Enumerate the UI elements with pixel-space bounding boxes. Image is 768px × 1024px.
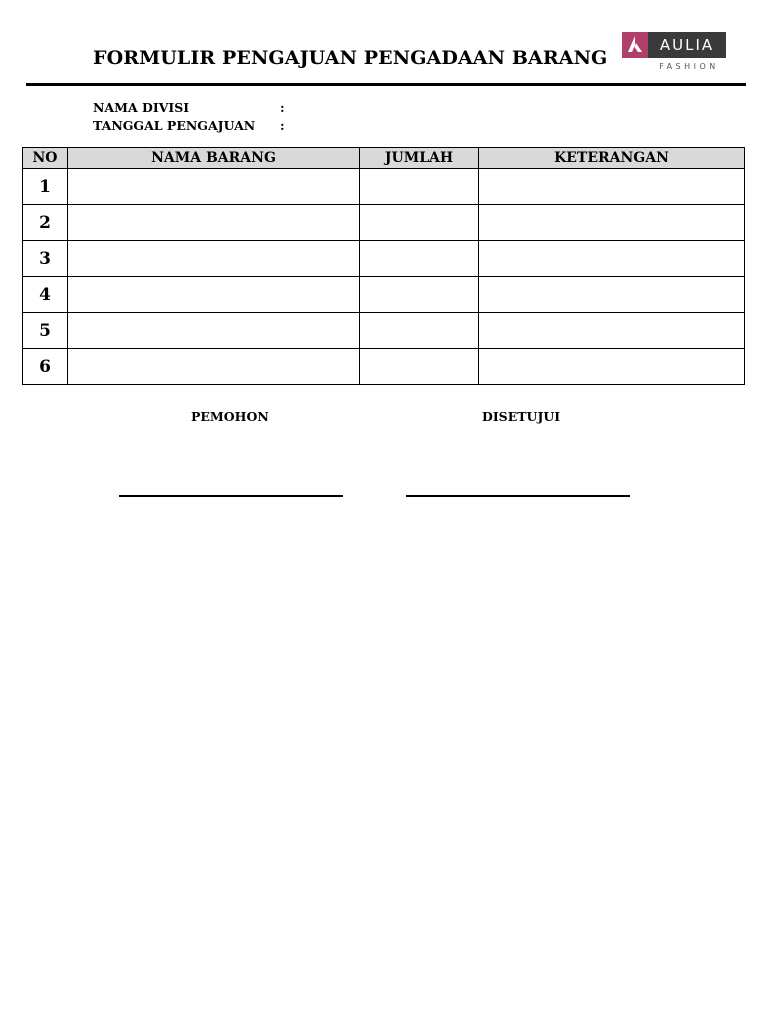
jumlah-cell[interactable]: [360, 313, 479, 349]
row-number: 3: [23, 241, 68, 277]
keterangan-cell[interactable]: [479, 349, 745, 385]
row-number: 2: [23, 205, 68, 241]
row-number: 5: [23, 313, 68, 349]
jumlah-cell[interactable]: [360, 349, 479, 385]
division-separator: :: [280, 100, 285, 115]
table-row: [23, 313, 745, 349]
nama-barang-cell[interactable]: [68, 313, 360, 349]
logo-brand: AULIA: [659, 36, 715, 54]
keterangan-cell[interactable]: [479, 205, 745, 241]
jumlah-cell[interactable]: [360, 241, 479, 277]
header-no: NO: [23, 148, 68, 169]
approver-label: DISETUJUI: [482, 409, 561, 424]
keterangan-cell[interactable]: [479, 241, 745, 277]
date-row: [93, 118, 285, 133]
division-label: NAMA DIVISI: [93, 100, 190, 115]
keterangan-cell[interactable]: [479, 277, 745, 313]
form-title: FORMULIR PENGAJUAN PENGADAAN BARANG: [93, 47, 608, 69]
logo-wordmark-box: [648, 32, 726, 58]
keterangan-cell[interactable]: [479, 169, 745, 205]
keterangan-cell[interactable]: [479, 313, 745, 349]
applicant-label: PEMOHON: [191, 409, 269, 424]
date-separator: :: [280, 118, 285, 133]
nama-barang-cell[interactable]: [68, 277, 360, 313]
table-row: [23, 349, 745, 385]
header-divider: [26, 83, 746, 86]
items-table: [22, 147, 745, 385]
row-number: 1: [23, 169, 68, 205]
aulia-logo-icon: [622, 32, 648, 58]
division-row: [93, 100, 285, 115]
aulia-logo: [622, 32, 726, 74]
jumlah-cell[interactable]: [360, 277, 479, 313]
date-label: TANGGAL PENGAJUAN: [93, 118, 256, 133]
nama-barang-cell[interactable]: [68, 205, 360, 241]
header-keterangan: KETERANGAN: [479, 148, 745, 169]
nama-barang-cell[interactable]: [68, 241, 360, 277]
table-row: [23, 241, 745, 277]
header-nama-barang: NAMA BARANG: [68, 148, 360, 169]
jumlah-cell[interactable]: [360, 169, 479, 205]
table-row: [23, 277, 745, 313]
approver-signature-line: [406, 495, 630, 497]
header-jumlah: JUMLAH: [360, 148, 479, 169]
table-row: [23, 169, 745, 205]
jumlah-cell[interactable]: [360, 205, 479, 241]
nama-barang-cell[interactable]: [68, 349, 360, 385]
logo-subtitle: FASHION: [659, 62, 719, 71]
table-row: [23, 205, 745, 241]
table-header-row: [23, 148, 745, 169]
applicant-signature-line: [119, 495, 343, 497]
row-number: 6: [23, 349, 68, 385]
nama-barang-cell[interactable]: [68, 169, 360, 205]
row-number: 4: [23, 277, 68, 313]
